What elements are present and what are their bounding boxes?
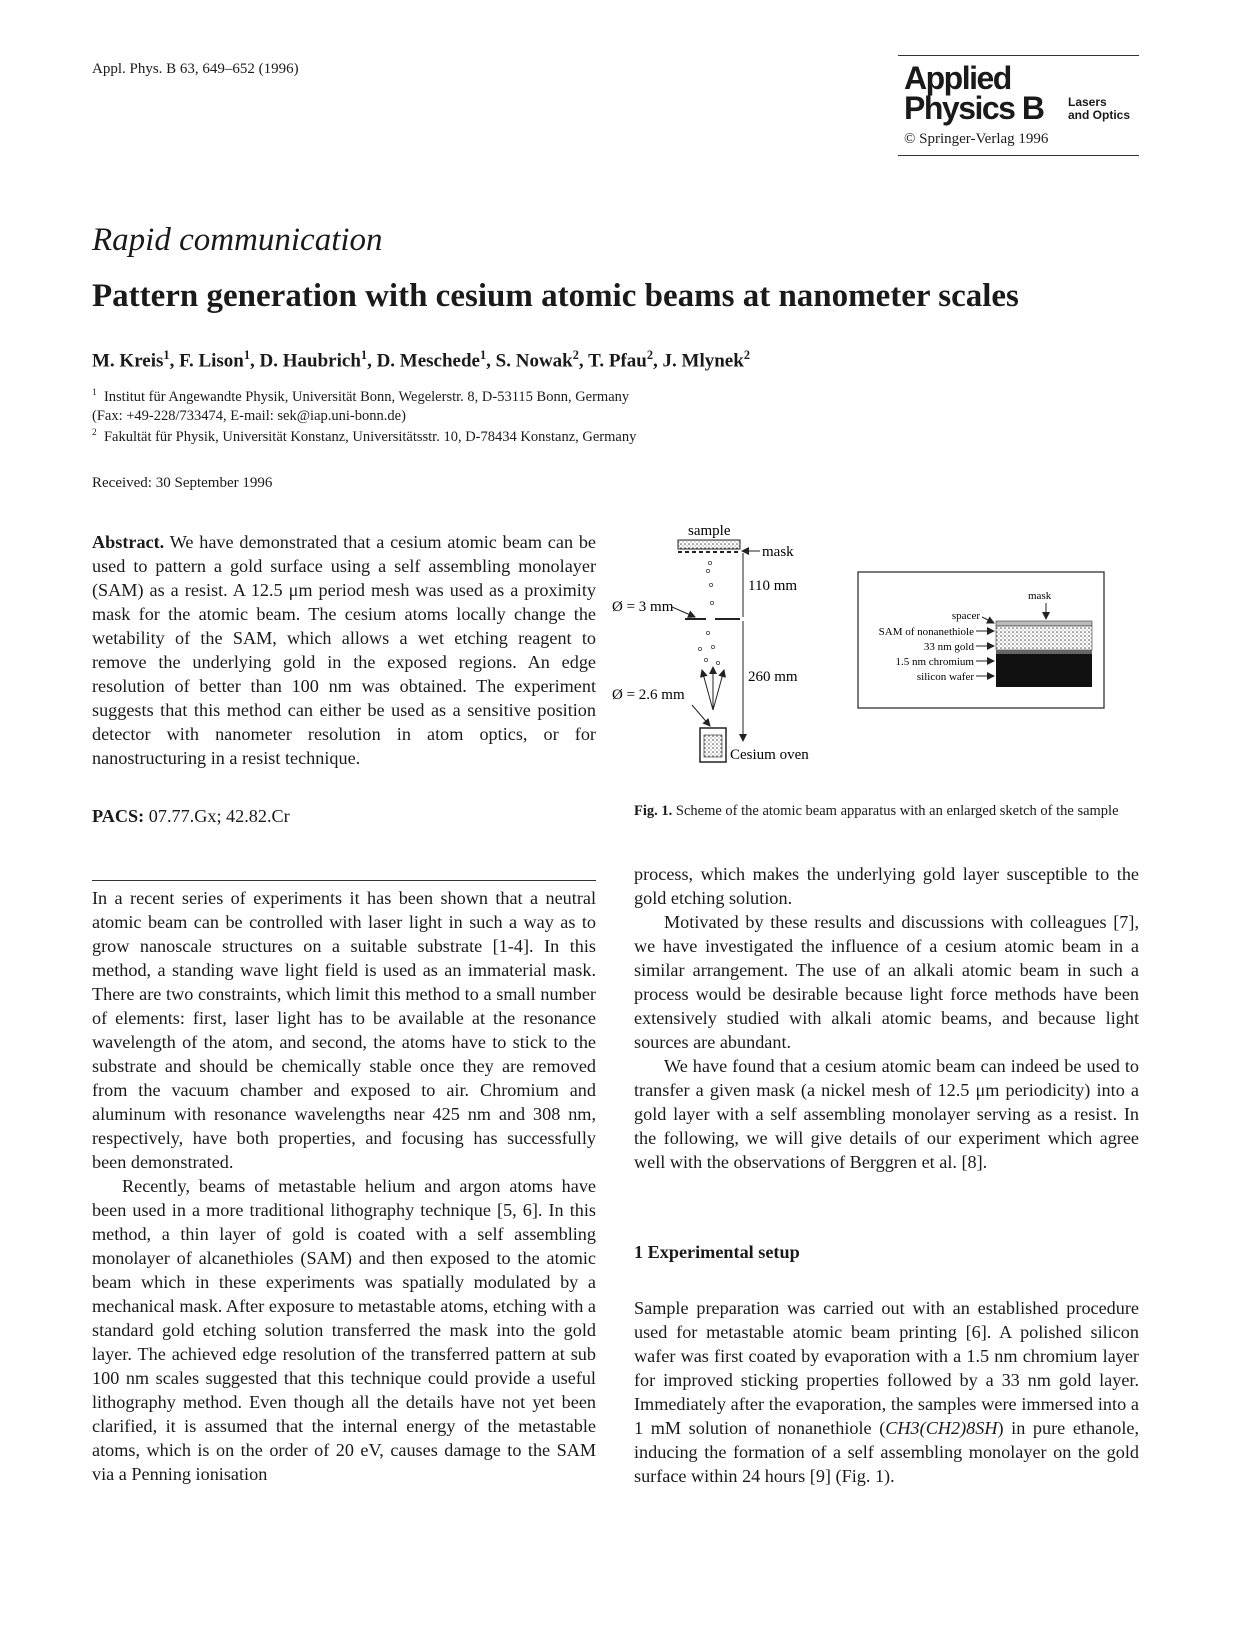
author-name: J. Mlynek <box>662 350 744 372</box>
sample-plate <box>678 540 740 549</box>
pacs-line <box>92 806 290 827</box>
body-text-segment: Sample preparation was carried out with an established procedure used for metastable atomic beam printing [6]. A polished silicon wafer was first coated by evaporation with a 1.5 nm chromium layer for improved sticking properties followed by a 33 nm gold layer. Immediately after the evaporation, the samples were immersed into a 1 mM solution of nonanethiole ( <box>634 1298 1139 1438</box>
aperture-26mm-arrow <box>692 705 710 726</box>
affiliation-text: Fakultät für Physik, Universität Konstanz, Universitätsstr. 10, D-78434 Konstanz, Germany <box>103 428 637 445</box>
cesium-oven-content <box>704 735 722 757</box>
label-cesium-oven: Cesium oven <box>730 747 809 763</box>
beam-arrow-left <box>702 670 713 710</box>
layer-chromium <box>996 650 1092 654</box>
section-label: Rapid communication <box>92 222 383 258</box>
inset-label-sam: SAM of nonanethiole <box>878 626 974 638</box>
atom-particles-upper <box>706 561 713 604</box>
author-affiliation-mark: 2 <box>743 348 750 362</box>
abstract-text: We have demonstrated that a cesium atomic beam can be used to pattern a gold surface using a self assembling monolayer (SAM) as a resist. A 12.5 μm period mesh was used as a proximity mask for the atomic beam. The cesium atoms locally change the wetability of the SAM, which allows a wet etching reagent to remove the underlying gold in the exposed regions. An edge resolution of better than 100 nm was obtained. The experiment suggests that this method can either be used as a sensitive position detector with nanometer resolution in atom optics, or for nanostructuring in a resist technique. <box>92 532 596 768</box>
received-date: Received: 30 September 1996 <box>92 475 273 491</box>
layer-gold <box>996 626 1092 650</box>
pacs-codes: 07.77.Gx; 42.82.Cr <box>148 806 290 826</box>
journal-logo-line1: Applied <box>904 60 1011 96</box>
label-260mm: 260 mm <box>748 669 798 685</box>
inset-label-chromium: 1.5 nm chromium <box>895 656 974 668</box>
inset-label-wafer: silicon wafer <box>916 671 974 683</box>
author-name: D. Meschede <box>376 350 480 372</box>
author-name: S. Nowak <box>495 350 573 372</box>
inset-label-gold: 33 nm gold <box>923 641 974 653</box>
article-title: Pattern generation with cesium atomic beams at nanometer scales <box>92 278 1019 314</box>
body-paragraph: process, which makes the underlying gold layer susceptible to the gold etching solution. <box>634 864 1139 908</box>
chemical-formula: CH3(CH2)8SH <box>885 1418 998 1438</box>
abstract-label: Abstract. <box>92 532 165 552</box>
beam-arrow-right <box>713 670 724 710</box>
label-aperture-3mm: Ø = 3 mm <box>612 599 674 615</box>
atom-particles-lower <box>698 631 719 664</box>
figure-1-diagram <box>600 515 1120 795</box>
figure-1-label: Fig. 1. <box>634 803 673 819</box>
journal-logo-tag2: and Optics <box>1068 108 1131 122</box>
inset-label-spacer: spacer <box>951 610 980 622</box>
logo-bottom-rule <box>898 155 1139 156</box>
body-paragraph: We have found that a cesium atomic beam can indeed be used to transfer a given mask (a nickel mesh of 12.5 μm periodicity) into a gold layer with a self assembling monolayer serving as a resist. In the following, we will give details of our experiment which agree well with the observations of Berggren et al. [8]. <box>634 1056 1139 1172</box>
author-affiliation-mark: 1 <box>163 348 170 362</box>
abstract <box>92 530 596 770</box>
label-110mm: 110 mm <box>748 578 798 594</box>
author-name: D. Haubrich <box>259 350 361 372</box>
aperture-3mm-arrow <box>672 607 695 617</box>
author-affiliation-mark: 2 <box>646 348 654 362</box>
affiliation-number: 1 <box>92 388 97 398</box>
author-affiliation-mark: 2 <box>572 348 579 362</box>
logo-top-rule <box>898 55 1139 56</box>
body-right-column-top <box>634 862 1139 1174</box>
journal-logo-line2: Physics B <box>904 90 1044 126</box>
section-heading: 1 Experimental setup <box>634 1242 800 1262</box>
author-affiliation-mark: 1 <box>243 348 251 362</box>
author-affiliation-mark: 1 <box>360 348 368 362</box>
layer-spacer-mask <box>996 621 1092 626</box>
pacs-label: PACS: <box>92 806 145 826</box>
affiliation-number: 2 <box>92 428 97 438</box>
body-paragraph: Recently, beams of metastable helium and argon atoms have been used in a more traditional lithography technique [5, 6]. In this method, a thin layer of gold is coated with a self assembling monolayer of alcanethioles (SAM) and then exposed to the atomic beam which in these experiments was spatially modulated by a mechanical mask. After exposure to metastable atoms, etching with a standard gold etching solution transferred the mask into the gold layer. The achieved edge resolution of the transferred pattern at sub 100 nm scales suggested that this technique could provide a useful lithography method. Even though all the details have not yet been clarified, it is assumed that the internal energy of the metastable atoms, which is on the order of 20 eV, causes damage to the SAM via a Penning ionisation <box>92 1176 596 1484</box>
copyright-notice: © Springer-Verlag 1996 <box>904 131 1049 147</box>
journal-logo-tag1: Lasers <box>1068 95 1107 109</box>
author-name: F. Lison <box>179 350 244 372</box>
affiliation-1 <box>92 388 629 406</box>
author-list: M. Kreis$^1$, F. Lison$^1$, D. Haubrich$^1$, D. Meschede$^1$, S. Nowak$^2$, T. Pfau$^2$, J. Mlynek$^2$ <box>92 348 750 372</box>
label-aperture-26mm: Ø = 2.6 mm <box>612 687 685 703</box>
label-mask: mask <box>762 544 794 560</box>
body-right-column-bottom <box>634 1296 1139 1488</box>
layer-silicon-wafer <box>996 654 1092 687</box>
affiliation-1-contact: (Fax: +49-228/733474, E-mail: sek@iap.uni-bonn.de) <box>92 408 406 424</box>
inset-label-mask: mask <box>1028 590 1052 602</box>
body-paragraph: Motivated by these results and discussions with colleagues [7], we have investigated the influence of a cesium atomic beam in a similar arrangement. The use of an alkali atomic beam in such a process would be desirable because light force methods have been extensively studied with alkali atomic beams, and because light sources are abundant. <box>634 912 1139 1052</box>
body-paragraph <box>634 1296 1139 1488</box>
affiliation-text: Institut für Angewandte Physik, Universität Bonn, Wegelerstr. 8, D-53115 Bonn, Germany <box>103 388 630 405</box>
author-affiliation-mark: 1 <box>480 348 487 362</box>
body-paragraph: In a recent series of experiments it has been shown that a neutral atomic beam can be controlled with laser light in such a way as to grow nanoscale structures on a suitable substrate [1-4]. In this method, a standing wave light field is used as an immaterial mask. There are two constraints, which limit this method to a small number of elements: first, laser light has to be available at the resonance wavelength of the atom, and second, the atoms have to stick to the substrate and should be chemically stable once they are removed from the vacuum chamber and exposed to air. Chromium and aluminum with resonance wavelengths near 425 nm and 308 nm, respectively, have both properties, and focusing has successfully been demonstrated. <box>92 888 596 1172</box>
section-divider <box>92 880 596 881</box>
figure-1-caption <box>634 802 1139 821</box>
affiliation-2 <box>92 428 636 446</box>
figure-1-caption-text: Scheme of the atomic beam apparatus with an enlarged sketch of the sample <box>675 803 1119 819</box>
author-name: T. Pfau <box>588 350 647 372</box>
body-text-segment: ) in pure ethanole, inducing the formation of a self assembling monolayer on the gold surface within 24 hours [9] (Fig. 1). <box>634 1418 1139 1486</box>
body-left-column <box>92 886 596 1486</box>
journal-reference: Appl. Phys. B 63, 649–652 (1996) <box>92 61 299 77</box>
label-sample: sample <box>688 523 731 539</box>
author-name: M. Kreis <box>92 350 164 372</box>
